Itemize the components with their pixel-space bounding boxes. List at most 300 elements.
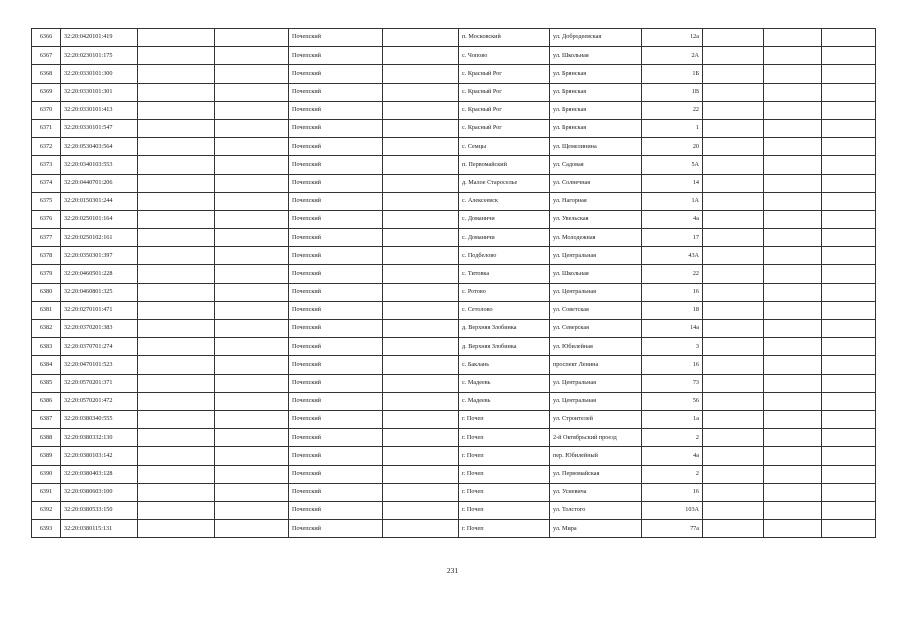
table-row [32, 119, 876, 137]
empty-cell [138, 247, 215, 265]
street: ул. Садовая [550, 156, 642, 174]
settlement: с. Баклань [459, 356, 550, 374]
street: ул. Центральная [550, 283, 642, 301]
cadastral-number: 32:20:0330101:413 [61, 101, 138, 119]
row-number: 6391 [32, 483, 61, 501]
row-number: 6368 [32, 65, 61, 83]
empty-cell [383, 320, 459, 338]
empty-cell [822, 247, 876, 265]
house-number: 14 [642, 174, 703, 192]
table-row [32, 210, 876, 228]
empty-cell [383, 338, 459, 356]
cadastral-number: 32:20:0570201:371 [61, 374, 138, 392]
empty-cell [703, 210, 764, 228]
empty-cell [703, 374, 764, 392]
settlement: г. Почеп [459, 447, 550, 465]
cadastral-number: 32:20:0380403:128 [61, 465, 138, 483]
house-number: 20 [642, 138, 703, 156]
row-number: 6386 [32, 392, 61, 410]
settlement: д. Верхняя Злобинка [459, 320, 550, 338]
row-number: 6392 [32, 501, 61, 519]
empty-cell [138, 119, 215, 137]
settlement: г. Почеп [459, 429, 550, 447]
settlement: с. Подбелово [459, 247, 550, 265]
house-number: 103А [642, 501, 703, 519]
empty-cell [703, 320, 764, 338]
registry-sheet [31, 28, 875, 538]
district: Почепский [289, 520, 383, 538]
cadastral-number: 32:20:0470101:523 [61, 356, 138, 374]
empty-cell [215, 338, 289, 356]
empty-cell [383, 392, 459, 410]
house-number: 1В [642, 83, 703, 101]
cadastral-number: 32:20:0380603:100 [61, 483, 138, 501]
settlement: г. Почеп [459, 501, 550, 519]
empty-cell [764, 320, 822, 338]
empty-cell [215, 501, 289, 519]
table-row [32, 356, 876, 374]
row-number: 6366 [32, 29, 61, 47]
empty-cell [822, 301, 876, 319]
settlement: с. Титовка [459, 265, 550, 283]
row-number: 6370 [32, 101, 61, 119]
row-number: 6389 [32, 447, 61, 465]
district: Почепский [289, 210, 383, 228]
street: ул. Центральная [550, 392, 642, 410]
house-number: 5А [642, 156, 703, 174]
settlement: с. Красный Рог [459, 65, 550, 83]
row-number: 6372 [32, 138, 61, 156]
empty-cell [215, 247, 289, 265]
empty-cell [383, 119, 459, 137]
empty-cell [764, 301, 822, 319]
empty-cell [138, 501, 215, 519]
empty-cell [822, 265, 876, 283]
empty-cell [764, 374, 822, 392]
cadastral-number: 32:20:0370701:274 [61, 338, 138, 356]
street: ул. Добродеевская [550, 29, 642, 47]
empty-cell [822, 229, 876, 247]
table-row [32, 174, 876, 192]
house-number: 17 [642, 229, 703, 247]
empty-cell [383, 410, 459, 428]
house-number: 3 [642, 338, 703, 356]
empty-cell [138, 210, 215, 228]
row-number: 6380 [32, 283, 61, 301]
empty-cell [822, 156, 876, 174]
cadastral-number: 32:20:0380103:142 [61, 447, 138, 465]
table-row [32, 101, 876, 119]
empty-cell [703, 410, 764, 428]
empty-cell [215, 447, 289, 465]
empty-cell [215, 65, 289, 83]
empty-cell [764, 265, 822, 283]
empty-cell [764, 283, 822, 301]
settlement: с. Доманичи [459, 210, 550, 228]
house-number: 43А [642, 247, 703, 265]
settlement: п. Московский [459, 29, 550, 47]
empty-cell [822, 83, 876, 101]
street: ул. Северская [550, 320, 642, 338]
empty-cell [703, 429, 764, 447]
house-number: 22 [642, 101, 703, 119]
table-row [32, 192, 876, 210]
empty-cell [764, 247, 822, 265]
empty-cell [383, 192, 459, 210]
empty-cell [822, 210, 876, 228]
empty-cell [764, 356, 822, 374]
empty-cell [383, 429, 459, 447]
cadastral-number: 32:20:0380533:150 [61, 501, 138, 519]
district: Почепский [289, 29, 383, 47]
empty-cell [138, 374, 215, 392]
table-row [32, 229, 876, 247]
empty-cell [703, 520, 764, 538]
cadastral-number: 32:20:0230101:175 [61, 47, 138, 65]
house-number: 1А [642, 192, 703, 210]
district: Почепский [289, 83, 383, 101]
table-row [32, 83, 876, 101]
street: ул. Первомайская [550, 465, 642, 483]
empty-cell [383, 65, 459, 83]
empty-cell [383, 229, 459, 247]
row-number: 6379 [32, 265, 61, 283]
house-number: 18 [642, 301, 703, 319]
empty-cell [703, 447, 764, 465]
cadastral-number: 32:20:0380332:130 [61, 429, 138, 447]
empty-cell [703, 192, 764, 210]
empty-cell [703, 229, 764, 247]
settlement: с. Сетолово [459, 301, 550, 319]
table-row [32, 447, 876, 465]
row-number: 6377 [32, 229, 61, 247]
row-number: 6371 [32, 119, 61, 137]
empty-cell [138, 410, 215, 428]
empty-cell [383, 247, 459, 265]
house-number: 1 [642, 119, 703, 137]
settlement: с. Красный Рог [459, 83, 550, 101]
empty-cell [703, 483, 764, 501]
empty-cell [822, 338, 876, 356]
empty-cell [138, 429, 215, 447]
cadastral-number: 32:20:0330101:301 [61, 83, 138, 101]
empty-cell [764, 483, 822, 501]
row-number: 6381 [32, 301, 61, 319]
empty-cell [822, 356, 876, 374]
district: Почепский [289, 192, 383, 210]
street: ул. Мира [550, 520, 642, 538]
empty-cell [138, 520, 215, 538]
empty-cell [138, 265, 215, 283]
empty-cell [764, 210, 822, 228]
empty-cell [215, 229, 289, 247]
table-row [32, 265, 876, 283]
empty-cell [764, 192, 822, 210]
empty-cell [703, 138, 764, 156]
house-number: 2 [642, 465, 703, 483]
empty-cell [764, 156, 822, 174]
empty-cell [703, 265, 764, 283]
empty-cell [215, 392, 289, 410]
house-number: 56 [642, 392, 703, 410]
street: проспект Ленина [550, 356, 642, 374]
empty-cell [138, 192, 215, 210]
empty-cell [764, 101, 822, 119]
empty-cell [138, 465, 215, 483]
cadastral-number: 32:20:0150301:244 [61, 192, 138, 210]
empty-cell [138, 138, 215, 156]
district: Почепский [289, 320, 383, 338]
empty-cell [703, 338, 764, 356]
street: ул. Щемелинина [550, 138, 642, 156]
empty-cell [383, 465, 459, 483]
street: ул. Строителей [550, 410, 642, 428]
empty-cell [138, 174, 215, 192]
row-number: 6390 [32, 465, 61, 483]
empty-cell [138, 156, 215, 174]
empty-cell [215, 410, 289, 428]
settlement: с. Ротово [459, 283, 550, 301]
row-number: 6384 [32, 356, 61, 374]
empty-cell [138, 283, 215, 301]
settlement: с. Доманичи [459, 229, 550, 247]
street: ул. Брянская [550, 101, 642, 119]
empty-cell [822, 483, 876, 501]
table-row [32, 320, 876, 338]
empty-cell [822, 392, 876, 410]
empty-cell [764, 338, 822, 356]
empty-cell [215, 265, 289, 283]
empty-cell [138, 47, 215, 65]
empty-cell [383, 301, 459, 319]
empty-cell [703, 465, 764, 483]
empty-cell [215, 138, 289, 156]
empty-cell [822, 429, 876, 447]
district: Почепский [289, 229, 383, 247]
empty-cell [215, 29, 289, 47]
house-number: 16 [642, 483, 703, 501]
district: Почепский [289, 283, 383, 301]
empty-cell [138, 483, 215, 501]
empty-cell [822, 47, 876, 65]
house-number: 16 [642, 356, 703, 374]
street: ул. Брянская [550, 83, 642, 101]
row-number: 6383 [32, 338, 61, 356]
empty-cell [383, 47, 459, 65]
empty-cell [822, 320, 876, 338]
street: ул. Усиевича [550, 483, 642, 501]
empty-cell [822, 520, 876, 538]
empty-cell [764, 47, 822, 65]
settlement: с. Красный Рог [459, 101, 550, 119]
table-row [32, 47, 876, 65]
settlement: с. Мадеевь [459, 374, 550, 392]
empty-cell [822, 29, 876, 47]
row-number: 6367 [32, 47, 61, 65]
empty-cell [764, 501, 822, 519]
empty-cell [703, 83, 764, 101]
empty-cell [215, 210, 289, 228]
district: Почепский [289, 374, 383, 392]
street: ул. Школьная [550, 265, 642, 283]
table-row [32, 301, 876, 319]
district: Почепский [289, 501, 383, 519]
empty-cell [764, 392, 822, 410]
settlement: г. Почеп [459, 483, 550, 501]
cadastral-number: 32:20:0250101:164 [61, 210, 138, 228]
empty-cell [138, 101, 215, 119]
empty-cell [703, 301, 764, 319]
empty-cell [383, 483, 459, 501]
row-number: 6376 [32, 210, 61, 228]
district: Почепский [289, 174, 383, 192]
empty-cell [138, 301, 215, 319]
cadastral-number: 32:20:0460801:325 [61, 283, 138, 301]
empty-cell [383, 83, 459, 101]
settlement: д. Малое Староселье [459, 174, 550, 192]
table-row [32, 410, 876, 428]
empty-cell [822, 447, 876, 465]
district: Почепский [289, 101, 383, 119]
empty-cell [138, 338, 215, 356]
street: ул. Юбилейная [550, 338, 642, 356]
empty-cell [703, 247, 764, 265]
row-number: 6369 [32, 83, 61, 101]
empty-cell [215, 374, 289, 392]
district: Почепский [289, 65, 383, 83]
table-row [32, 65, 876, 83]
district: Почепский [289, 356, 383, 374]
house-number: 4а [642, 447, 703, 465]
empty-cell [138, 65, 215, 83]
settlement: г. Почеп [459, 465, 550, 483]
empty-cell [383, 210, 459, 228]
house-number: 12а [642, 29, 703, 47]
street: ул. Нагорная [550, 192, 642, 210]
empty-cell [215, 429, 289, 447]
house-number: 2А [642, 47, 703, 65]
row-number: 6385 [32, 374, 61, 392]
empty-cell [764, 138, 822, 156]
row-number: 6378 [32, 247, 61, 265]
settlement: п. Первомайский [459, 156, 550, 174]
house-number: 4а [642, 210, 703, 228]
empty-cell [215, 83, 289, 101]
house-number: 1Б [642, 65, 703, 83]
empty-cell [383, 501, 459, 519]
empty-cell [383, 138, 459, 156]
empty-cell [764, 65, 822, 83]
empty-cell [764, 174, 822, 192]
street: 2-й Октябрьский проезд [550, 429, 642, 447]
settlement: с. Семцы [459, 138, 550, 156]
settlement: г. Почеп [459, 410, 550, 428]
row-number: 6387 [32, 410, 61, 428]
cadastral-number: 32:20:0270101:471 [61, 301, 138, 319]
settlement: с. Чоповo [459, 47, 550, 65]
house-number: 77а [642, 520, 703, 538]
row-number: 6393 [32, 520, 61, 538]
table-row [32, 283, 876, 301]
cadastral-number: 32:20:0460501:228 [61, 265, 138, 283]
table-row [32, 392, 876, 410]
empty-cell [383, 29, 459, 47]
house-number: 2 [642, 429, 703, 447]
empty-cell [383, 156, 459, 174]
empty-cell [822, 283, 876, 301]
district: Почепский [289, 138, 383, 156]
empty-cell [383, 265, 459, 283]
empty-cell [138, 447, 215, 465]
empty-cell [215, 283, 289, 301]
empty-cell [215, 156, 289, 174]
empty-cell [703, 101, 764, 119]
empty-cell [822, 374, 876, 392]
cadastral-number: 32:20:0380340:555 [61, 410, 138, 428]
table-row [32, 374, 876, 392]
empty-cell [383, 101, 459, 119]
house-number: 14а [642, 320, 703, 338]
empty-cell [822, 410, 876, 428]
settlement: с. Красный Рог [459, 119, 550, 137]
empty-cell [383, 447, 459, 465]
district: Почепский [289, 119, 383, 137]
district: Почепский [289, 338, 383, 356]
district: Почепский [289, 483, 383, 501]
settlement: с. Мадеевь [459, 392, 550, 410]
street: ул. Толстого [550, 501, 642, 519]
empty-cell [215, 520, 289, 538]
cadastral-number: 32:20:0370201:383 [61, 320, 138, 338]
district: Почепский [289, 47, 383, 65]
street: ул. Молодежная [550, 229, 642, 247]
empty-cell [215, 465, 289, 483]
empty-cell [383, 174, 459, 192]
empty-cell [383, 374, 459, 392]
district: Почепский [289, 156, 383, 174]
empty-cell [215, 174, 289, 192]
empty-cell [703, 119, 764, 137]
empty-cell [703, 65, 764, 83]
table-row [32, 520, 876, 538]
district: Почепский [289, 301, 383, 319]
empty-cell [822, 119, 876, 137]
empty-cell [822, 65, 876, 83]
empty-cell [764, 447, 822, 465]
empty-cell [703, 29, 764, 47]
empty-cell [764, 520, 822, 538]
house-number: 1а [642, 410, 703, 428]
district: Почепский [289, 265, 383, 283]
empty-cell [764, 465, 822, 483]
empty-cell [764, 119, 822, 137]
empty-cell [383, 283, 459, 301]
empty-cell [764, 229, 822, 247]
district: Почепский [289, 465, 383, 483]
table-row [32, 29, 876, 47]
district: Почепский [289, 429, 383, 447]
street: ул. Центральная [550, 374, 642, 392]
house-number: 73 [642, 374, 703, 392]
empty-cell [215, 192, 289, 210]
row-number: 6374 [32, 174, 61, 192]
table-row [32, 138, 876, 156]
empty-cell [764, 429, 822, 447]
street: ул. Брянская [550, 65, 642, 83]
table-row [32, 247, 876, 265]
cadastral-number: 32:20:0330101:547 [61, 119, 138, 137]
registry-table-body [32, 29, 876, 538]
